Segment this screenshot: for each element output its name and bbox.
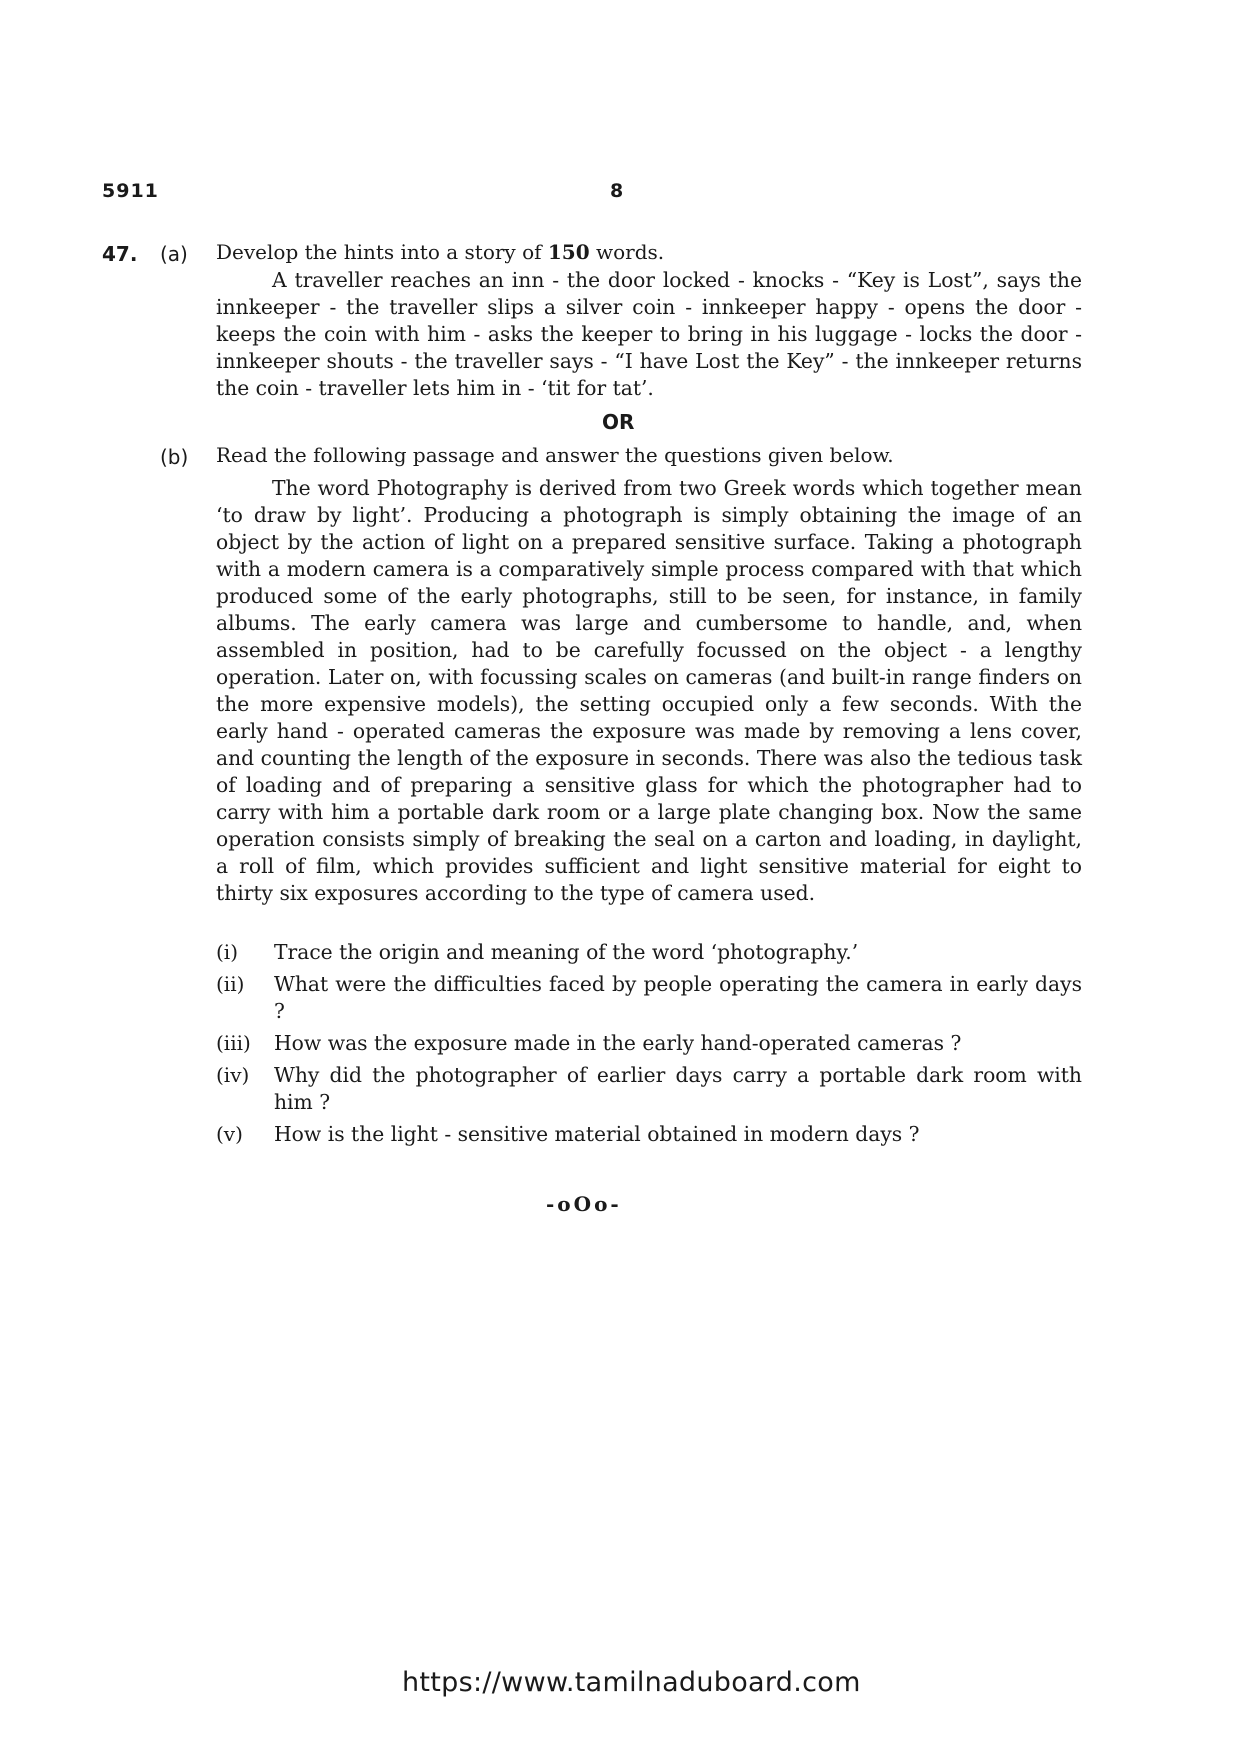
sub-question-number: (v) bbox=[216, 1122, 243, 1146]
story-hints: A traveller reaches an inn - the door locked - knocks - “Key is Lost”, says the innkeeper - the traveller slips a silver coin - innkeeper happy - opens the door - keeps the coin with him - asks the keeper to bring in his luggage - locks the door - innkeeper shouts - the traveller says - “I have Lost the Key” - the innkeeper returns the coin - traveller lets him in - ‘tit for tat’. bbox=[216, 268, 1082, 400]
or-separator: OR bbox=[602, 410, 635, 434]
comprehension-passage: The word Photography is derived from two Greek words which together mean ‘to draw by light’. Producing a photograph is simply obtaining the image of an object by the action of light on a prepared sensitive surface. Taking a photograph with a modern camera is a comparatively simple process compared with that which produced some of the early photographs, still to be seen, for instance, in family albums. The early camera was large and cumbersome to handle, and, when assembled in position, had to be carefully focussed on the object - a lengthy operation. Later on, with focussing scales on cameras (and built-in range finders on the more expensive models), the setting occupied only a few seconds. With the early hand - operated cameras the exposure was made by removing a lens cover, and counting the length of the exposure in seconds. There was also the tedious task of loading and of preparing a sensitive glass for which the photographer had to carry with him a portable dark room or a large plate changing box. Now the same operation consists simply of breaking the seal on a carton and loading, in daylight, a roll of film, which provides sufficient and light sensitive material for eight to thirty six exposures according to the type of camera used. bbox=[216, 476, 1082, 905]
word-count: 150 bbox=[547, 240, 590, 264]
footer-url[interactable]: https://www.tamilnaduboard.com bbox=[402, 1667, 861, 1698]
sub-question-number: (iv) bbox=[216, 1063, 250, 1087]
sub-question-text: What were the difficulties faced by people operating the camera in early days ? bbox=[274, 972, 1082, 1023]
sub-question-text: How was the exposure made in the early hand-operated cameras ? bbox=[274, 1031, 962, 1055]
page-number: 8 bbox=[610, 180, 624, 202]
part-b-instruction: Read the following passage and answer the questions given below. bbox=[216, 443, 894, 467]
sub-question-number: (i) bbox=[216, 940, 239, 964]
paper-code: 5911 bbox=[102, 180, 159, 202]
question-number: 47. bbox=[102, 242, 138, 266]
sub-question-text: Why did the photographer of earlier days carry a portable dark room with him ? bbox=[274, 1063, 1082, 1114]
end-of-paper-mark: -oOo- bbox=[546, 1192, 622, 1216]
sub-question-number: (iii) bbox=[216, 1031, 251, 1055]
part-a-label: (a) bbox=[160, 242, 188, 266]
sub-question-number: (ii) bbox=[216, 972, 245, 996]
sub-question-text: How is the light - sensitive material obtained in modern days ? bbox=[274, 1122, 920, 1146]
sub-question-text: Trace the origin and meaning of the word ‘photography.’ bbox=[274, 940, 859, 964]
part-b-label: (b) bbox=[160, 445, 189, 469]
part-a-instruction: Develop the hints into a story of 150 words. bbox=[216, 240, 665, 264]
